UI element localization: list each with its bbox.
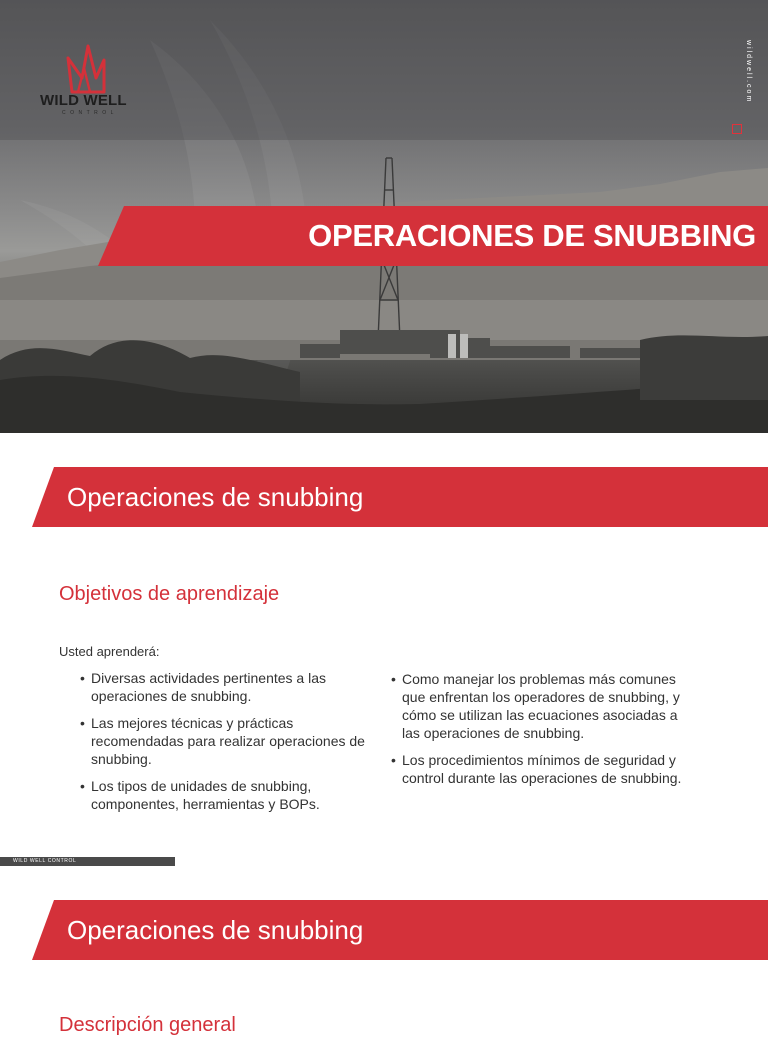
left-bullet-column bbox=[80, 669, 370, 822]
slide-title: Operaciones de snubbing bbox=[67, 915, 364, 945]
list-item: • Los procedimientos mínimos de seguridad y control durante las operaciones de snubbing. bbox=[391, 752, 682, 786]
list-item: • Diversas actividades pertinentes a las operaciones de snubbing. bbox=[80, 670, 327, 704]
bullet-icon: • bbox=[391, 671, 396, 687]
bullet-icon: • bbox=[80, 778, 85, 794]
logo-subtext: CONTROL bbox=[62, 110, 118, 116]
intro-text: Usted aprenderá: bbox=[59, 644, 160, 659]
slide-title: Operaciones de snubbing bbox=[67, 482, 364, 512]
section-heading: Descripción general bbox=[59, 1014, 236, 1036]
bullet-icon: • bbox=[80, 715, 85, 731]
list-item: • Las mejores técnicas y prácticas recomendadas para realizar operaciones de snubbing. bbox=[80, 715, 365, 767]
site-url[interactable]: wildwell.com bbox=[745, 40, 752, 104]
list-item: • Los tipos de unidades de snubbing, componentes, herramientas y BOPs. bbox=[80, 778, 320, 812]
overview-slide bbox=[0, 866, 768, 1036]
list-item: • Como manejar los problemas más comunes que enfrentan los operadores de snubbing, y cómo se utilizan las ecuaciones asociadas a las operaciones de snubbing. bbox=[391, 671, 680, 741]
bullet-icon: • bbox=[80, 670, 85, 686]
right-bullet-column bbox=[391, 670, 686, 796]
cover-slide bbox=[0, 0, 768, 433]
logo-wordmark: WILD WELL bbox=[40, 92, 127, 109]
section-heading: Objetivos de aprendizaje bbox=[59, 583, 280, 605]
learning-objectives-slide bbox=[0, 433, 768, 866]
bullet-icon: • bbox=[391, 752, 396, 768]
square-icon bbox=[732, 124, 742, 134]
footer-bar bbox=[0, 857, 175, 866]
footer-text: WILD WELL CONTROL bbox=[13, 858, 77, 864]
cover-title: OPERACIONES DE SNUBBING bbox=[308, 218, 756, 253]
